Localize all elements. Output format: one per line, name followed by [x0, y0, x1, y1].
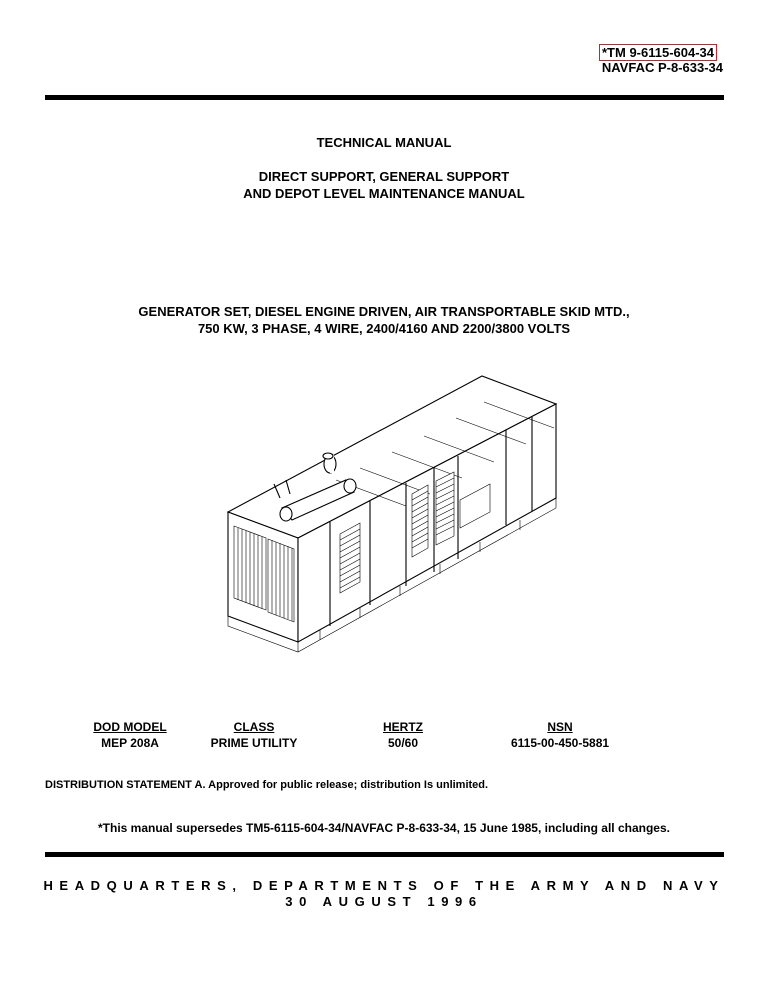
- manual-type-title: TECHNICAL MANUAL: [316, 135, 452, 150]
- distribution-statement: DISTRIBUTION STATEMENT A. Approved for public release; distribution Is unlimited.: [45, 779, 489, 791]
- bottom-divider: [45, 852, 724, 857]
- spec-hertz: [374, 719, 432, 751]
- maintenance-level-line1: DIRECT SUPPORT, GENERAL SUPPORT: [258, 169, 510, 184]
- spec-model: [89, 719, 171, 751]
- navfac-number: NAVFAC P-8-633-34: [601, 60, 723, 75]
- nsn-value: 6115-00-450-5881: [510, 736, 610, 750]
- tm-number: *TM 9-6115-604-34: [599, 44, 717, 61]
- equipment-title-line1: GENERATOR SET, DIESEL ENGINE DRIVEN, AIR TRANSPORTABLE SKID MTD.,: [138, 304, 630, 319]
- nsn-header: NSN: [547, 720, 573, 734]
- spec-class: [202, 719, 306, 751]
- headquarters-line: HEADQUARTERS, DEPARTMENTS OF THE ARMY AND NAVY: [43, 878, 725, 893]
- hertz-value: 50/60: [387, 736, 419, 750]
- publication-date: 30 AUGUST 1996: [285, 894, 483, 909]
- generator-set-illustration: [220, 360, 560, 670]
- supersedes-note: *This manual supersedes TM5-6115-604-34/NAVFAC P-8-633-34, 15 June 1985, including all changes.: [97, 821, 670, 835]
- model-value: MEP 208A: [101, 736, 159, 750]
- spec-nsn: [505, 719, 615, 751]
- top-divider: [45, 95, 724, 100]
- equipment-title-line2: 750 KW, 3 PHASE, 4 WIRE, 2400/4160 AND 2200/3800 VOLTS: [197, 321, 571, 336]
- model-header: DOD MODEL: [93, 720, 167, 734]
- maintenance-level-line2: AND DEPOT LEVEL MAINTENANCE MANUAL: [243, 186, 525, 201]
- class-header: CLASS: [233, 720, 275, 734]
- hertz-header: HERTZ: [383, 720, 423, 734]
- class-value: PRIME UTILITY: [210, 736, 298, 750]
